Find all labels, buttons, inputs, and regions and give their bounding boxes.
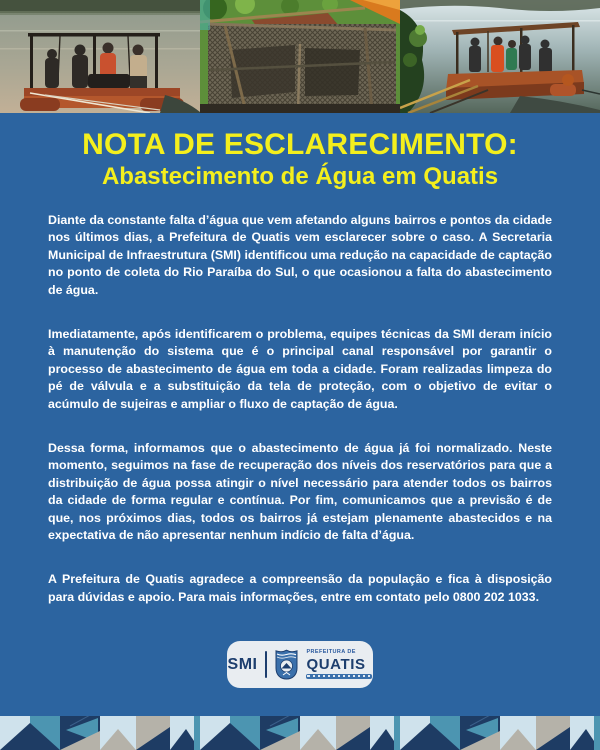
paragraph-thanks-contact: A Prefeitura de Quatis agradece a compreensão da população e fica à disposição para dúvidas e apoio. Para mais informações, entre em contato pelo 0800 202 1033.	[48, 572, 552, 604]
quatis-crest-icon	[275, 649, 298, 680]
footer-logo-row	[0, 641, 600, 688]
logo-wordmark	[306, 650, 372, 679]
page-subtitle: Abastecimento de Água em Quatis	[101, 162, 499, 190]
photo-raft-crew	[0, 0, 200, 113]
page-title: NOTA DE ESCLARECIMENTO:	[82, 128, 518, 161]
logo-quatis: QUATIS	[306, 655, 366, 673]
photo-band	[0, 0, 600, 113]
smi-prefeitura-logo	[227, 641, 373, 688]
headline-block	[0, 128, 600, 190]
photo-raft-on-river	[400, 0, 600, 113]
smi-label: SMI	[227, 655, 258, 673]
logo-divider	[265, 651, 267, 678]
mosaic-pattern-band	[0, 716, 600, 750]
logo-prefeitura-de: PREFEITURA DE	[306, 649, 356, 656]
photo-protection-screen	[200, 0, 400, 113]
paragraph-issue-identified: Diante da constante falta d’água que vem afetando alguns bairros e pontos da cidade nos últimos dias, a Prefeitura de Quatis vem esclarecer sobre o caso. A Secretaria Municipal de Infraestrutura (SMI) identificou uma redução na capacidade de captação no ponto de coleta do Rio Paraíba do Sul, o que ocasionou a falta do abastecimento de água.	[48, 212, 552, 297]
paragraph-maintenance-actions: Imediatamente, após identificarem o problema, equipes técnicas da SMI deram início à manutenção do sistema que é o principal canal responsável por garantir o processo de abastecimento de água em toda a cidade. Foram realizadas limpeza do pé de válvula e a substituição da tela de proteção, com o objetivo de evitar o acúmulo de sujeiras e ampliar o fluxo de captação de água.	[48, 327, 552, 411]
body-copy	[0, 190, 600, 606]
paragraph-supply-normalized: Dessa forma, informamos que o abastecimento de água já foi normalizado. Neste momento, seguimos na fase de recuperação dos níveis dos reservatórios para que a distribuição de água possa atingir o nível necessário para atender todos os bairros da cidade de forma regular e contínua. Por fim, comunicamos que a previsão é de que, nos próximos dias, todos os bairros já estejam plenamente abastecidos e na expectativa de não apresentar nenhum indício de falta d’água.	[48, 441, 552, 543]
logo-tagline-bar	[306, 674, 372, 679]
